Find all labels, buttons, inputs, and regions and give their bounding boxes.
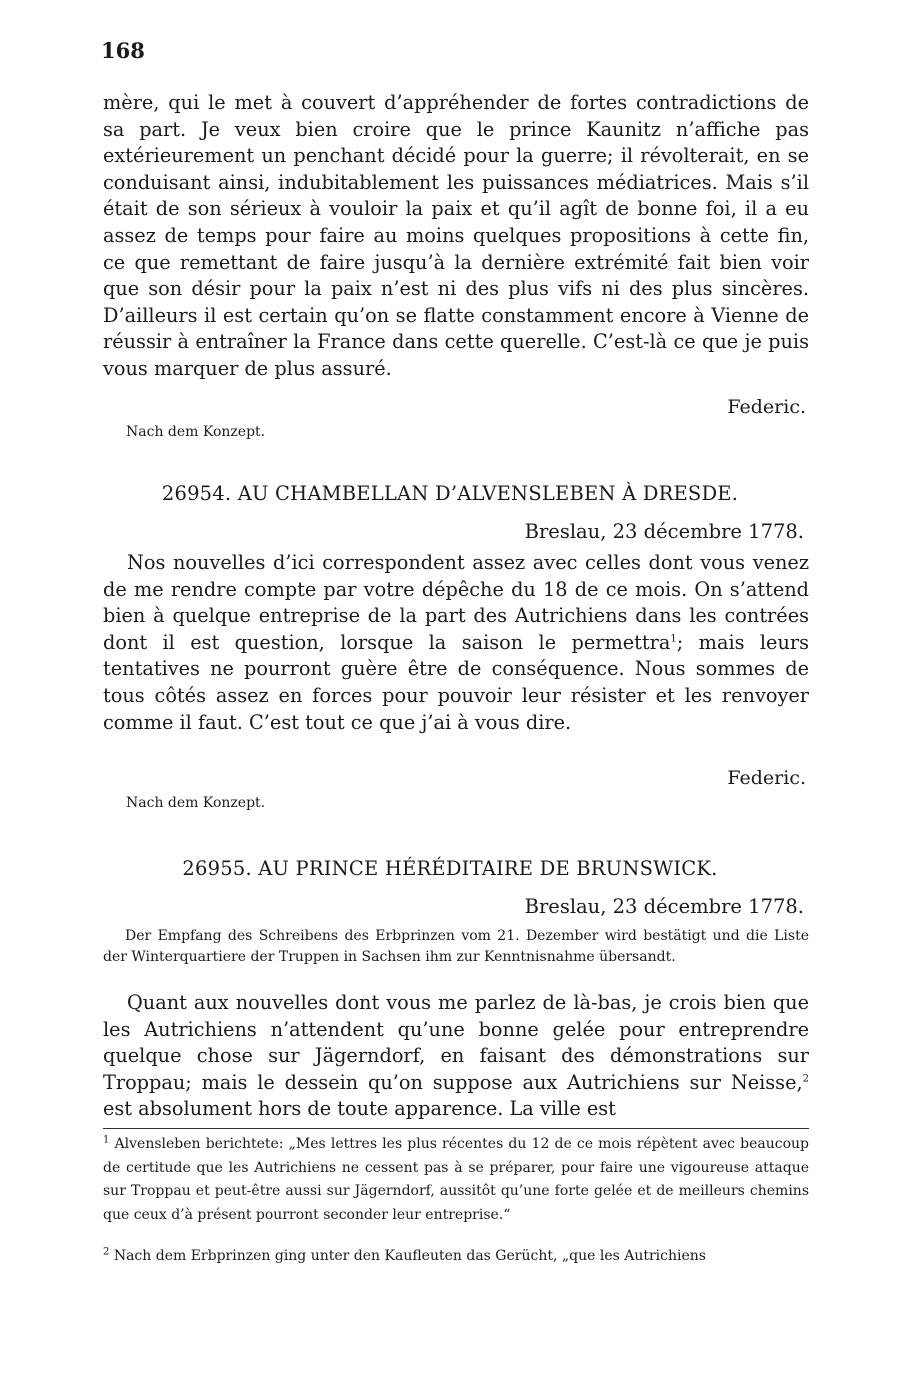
footnote-mark: 2 [103, 1246, 110, 1258]
letter-heading: 26955. AU PRINCE HÉRÉDITAIRE DE BRUNSWICK. [182, 857, 718, 880]
signature: Federic. [727, 767, 806, 789]
source-note: Nach dem Konzept. [126, 795, 266, 811]
letter-body [103, 550, 809, 736]
source-note: Nach dem Konzept. [126, 424, 266, 440]
signature: Federic. [727, 396, 806, 418]
body-paragraph: mère, qui le met à couvert d’appréhender de fortes contradictions de sa part. Je veux bien croire que le prince Kaunitz n’affiche pas extérieurement un penchant décidé pour la guerre; il révolterait, en se conduisant ainsi, indubitablement les puissances médiatrices. Mais s’il était de son sérieux à vouloir la paix et qu’il agît de bonne foi, il a eu assez de temps pour faire au moins quelques propositions à cette fin, ce que remettant de faire jusqu’à la dernière extrémité fait bien voir que son désir pour la paix n’est ni des plus vifs ni des plus sincères. D’ailleurs il est certain qu’on se flatte constamment encore à Vienne de réussir à entraîner la France dans cette querelle. C’est-là ce que je puis vous marquer de plus assuré. [103, 91, 809, 380]
previous-letter-continuation [103, 90, 809, 383]
text-segment: est absolument hors de toute apparence. La ville est [103, 1097, 616, 1121]
dateline: Breslau, 23 décembre 1778. [524, 895, 804, 918]
text-segment: Nos nouvelles d’ici correspondent assez avec celles dont vous venez de me rendre compte par votre dépêche du 18 de ce mois. On s’attend bien à quelque entreprise de la part des Autrichiens dans les contrées dont il est question, lorsque la saison le permettra [103, 551, 809, 654]
text-segment: ; mais leurs tentatives ne pourront guère être de conséquence. Nous sommes de tous côtés assez en forces pour pouvoir leur résister et les renvoyer comme il faut. C’est tout ce que j’ai à vous dire. [103, 630, 810, 734]
text-segment: Quant aux nouvelles dont vous me parlez de là-bas, je crois bien que les Autrichiens n’attendent qu’une bonne gelée pour entreprendre quelque chose sur Jägerndorf, en faisant des démonstrations sur Troppau; mais le dessein qu’on suppose aux Autrichiens sur Neisse, [103, 991, 809, 1094]
footnote [103, 1133, 809, 1227]
footnote-text: Alvensleben berichtete: „Mes lettres les plus récentes du 12 de ce mois répètent avec beaucoup de certitude que les Autrichiens ne cessent pas à se préparer, pour faire une vigoureuse attaque sur Troppau et peut-être aussi sur Jägerndorf, aussitôt qu’une forte gelée et de meilleurs chemins que ceux d’à présent pourront seconder leur entreprise.“ [103, 1136, 810, 1223]
footnote-rule [103, 1128, 809, 1129]
dateline: Breslau, 23 décembre 1778. [524, 520, 804, 543]
letter-heading: 26954. AU CHAMBELLAN D’ALVENSLEBEN À DRESDE. [161, 482, 739, 505]
footnote-reference: 1 [670, 633, 677, 645]
footnote-reference: 2 [802, 1073, 809, 1085]
body-paragraph [103, 550, 809, 736]
page-number: 168 [101, 38, 145, 63]
letter-body [103, 990, 809, 1123]
editorial-summary: Der Empfang des Schreibens des Erbprinzen vom 21. Dezember wird bestätigt und die Liste der Winterquartiere der Truppen in Sachsen ihm zur Kenntnisnahme übersandt. [103, 928, 809, 965]
footnote-mark: 1 [103, 1134, 110, 1146]
body-paragraph [103, 990, 809, 1123]
footnote-text: Nach dem Erbprinzen ging unter den Kaufleuten das Gerücht, „que les Autrichiens [113, 1248, 706, 1264]
footnote [103, 1245, 809, 1269]
